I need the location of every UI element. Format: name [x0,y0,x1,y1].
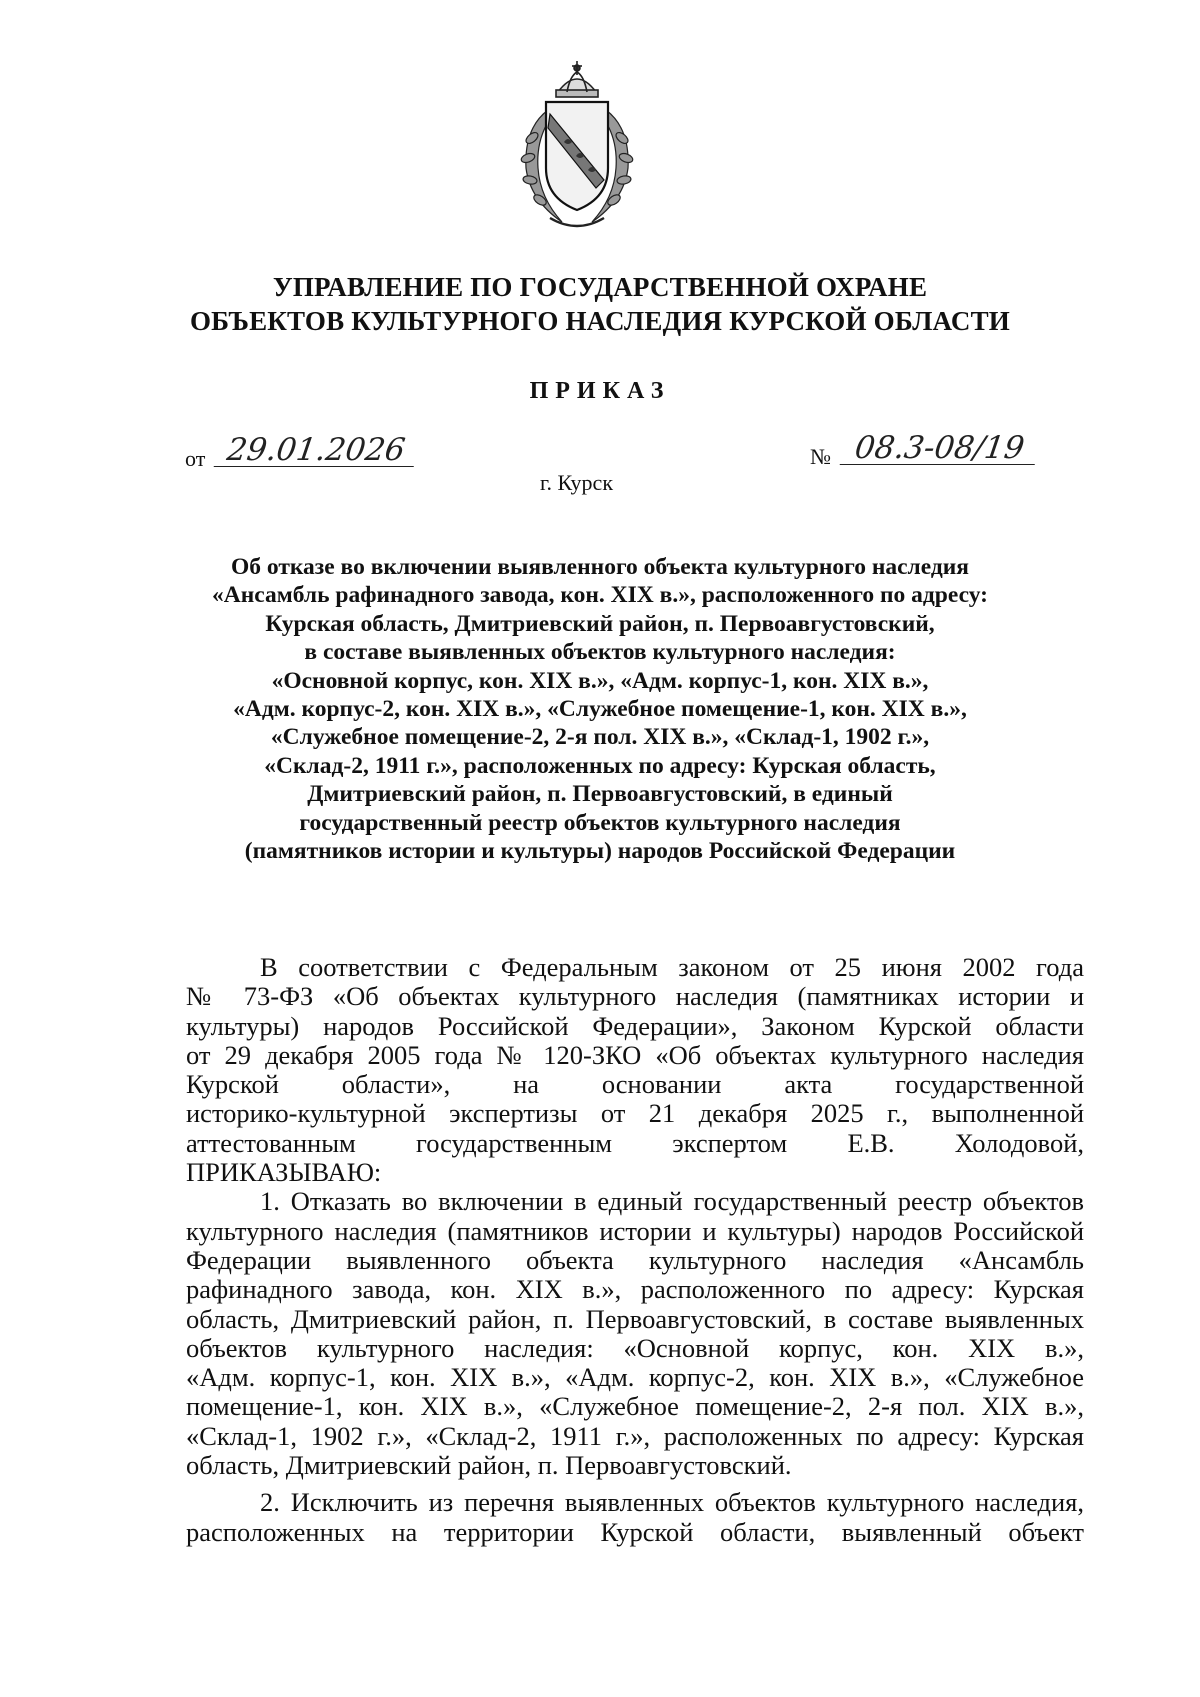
body-line: Федерации выявленного объекта культурного наследия «Ансамбль [186,1245,1084,1275]
subject-line: Дмитриевский район, п. Первоавгустовский, в единый [307,781,893,808]
body-line: 2. Исключить из перечня выявленных объектов культурного наследия, [260,1488,1084,1518]
item-2-paragraph [186,1488,1084,1547]
subject-line: Курская область, Дмитриевский район, п. Первоавгустовский, [265,610,935,637]
body-line: № 73-ФЗ «Об объектах культурного наследия (памятниках истории и [186,982,1084,1012]
body-line: расположенных на территории Курской области, выявленный объект [186,1517,1084,1547]
paragraph-gap [186,1480,1084,1488]
subject-line: (памятников истории и культуры) народов Российской Федерации [244,838,956,865]
body-line: аттестованным государственным экспертом Е.В. Холодовой, [186,1128,1084,1158]
subject-line: «Основной корпус, кон. XIX в.», «Адм. корпус-1, кон. XIX в.», [271,667,929,694]
body-line: культуры) народов Российской Федерации», Законом Курской области [186,1011,1084,1041]
body-line: 1. Отказать во включении в единый государственный реестр объектов [260,1187,1084,1217]
body-line: Курской области», на основании акта государственной [186,1070,1084,1100]
subject-line: Об отказе во включении выявленного объекта культурного наследия [230,554,970,580]
subject-line: в составе выявленных объектов культурного наследия: [304,639,896,666]
kursk-coat-of-arms-icon [510,58,644,236]
document-type-title: ПРИКАЗ [529,378,671,404]
preamble-paragraph [186,953,1084,1187]
body-line: объектов культурного наследия: «Основной корпус, кон. XIX в.», [186,1333,1084,1363]
body-line: от 29 декабря 2005 года № 120-ЗКО «Об объектах культурного наследия [186,1040,1084,1070]
number-label: № [810,444,831,469]
item-1-paragraph [186,1187,1084,1480]
subject-line: «Ансамбль рафинадного завода, кон. XIX в.», расположенного по адресу: [212,582,988,609]
body-line: культурного наследия (памятников истории и культуры) народов Российской [186,1216,1084,1246]
body-line: область, Дмитриевский район, п. Первоавгустовский, в составе выявленных [186,1304,1084,1334]
body-line: «Адм. корпус-1, кон. XIX в.», «Адм. корпус-2, кон. XIX в.», «Служебное [186,1363,1084,1393]
body-line: историко-культурной экспертизы от 21 декабря 2025 г., выполненной [186,1099,1084,1129]
subject-line: государственный реестр объектов культурного наследия [299,809,901,836]
body-line: помещение-1, кон. XIX в.», «Служебное помещение-2, 2-я пол. XIX в.», [186,1392,1084,1422]
date-label: от [185,446,206,471]
subject-line: «Склад-2, 1911 г.», расположенных по адресу: Курская область, [264,752,936,779]
body-line: область, Дмитриевский район, п. Первоавгустовский. [186,1451,792,1481]
body-line: рафинадного завода, кон. XIX в.», расположенного по адресу: Курская [186,1275,1084,1305]
handwritten-order-number: 08.3-08/19 [840,432,1040,465]
subject-line: «Служебное помещение-2, 2-я пол. XIX в.», «Склад-1, 1902 г.», [270,724,930,751]
organization-name-line-2: ОБЪЕКТОВ КУЛЬТУРНОГО НАСЛЕДИЯ КУРСКОЙ ОБЛАСТИ [189,306,1010,336]
subject-line: «Адм. корпус-2, кон. XIX в.», «Служебное помещение-1, кон. XIX в.», [233,696,967,723]
body-line: ПРИКАЗЫВАЮ: [186,1158,382,1188]
city-name: г. Курск [540,470,614,495]
body-line: В соответствии с Федеральным законом от 25 июня 2002 года [260,953,1084,982]
organization-name-line-1: УПРАВЛЕНИЕ ПО ГОСУДАРСТВЕННОЙ ОХРАНЕ [272,272,928,302]
order-subject [150,553,1050,865]
order-body [186,953,1084,1547]
body-line: «Склад-1, 1902 г.», «Склад-2, 1911 г.», расположенных по адресу: Курская [186,1421,1084,1451]
handwritten-date: 29.01.2026 [214,434,419,467]
